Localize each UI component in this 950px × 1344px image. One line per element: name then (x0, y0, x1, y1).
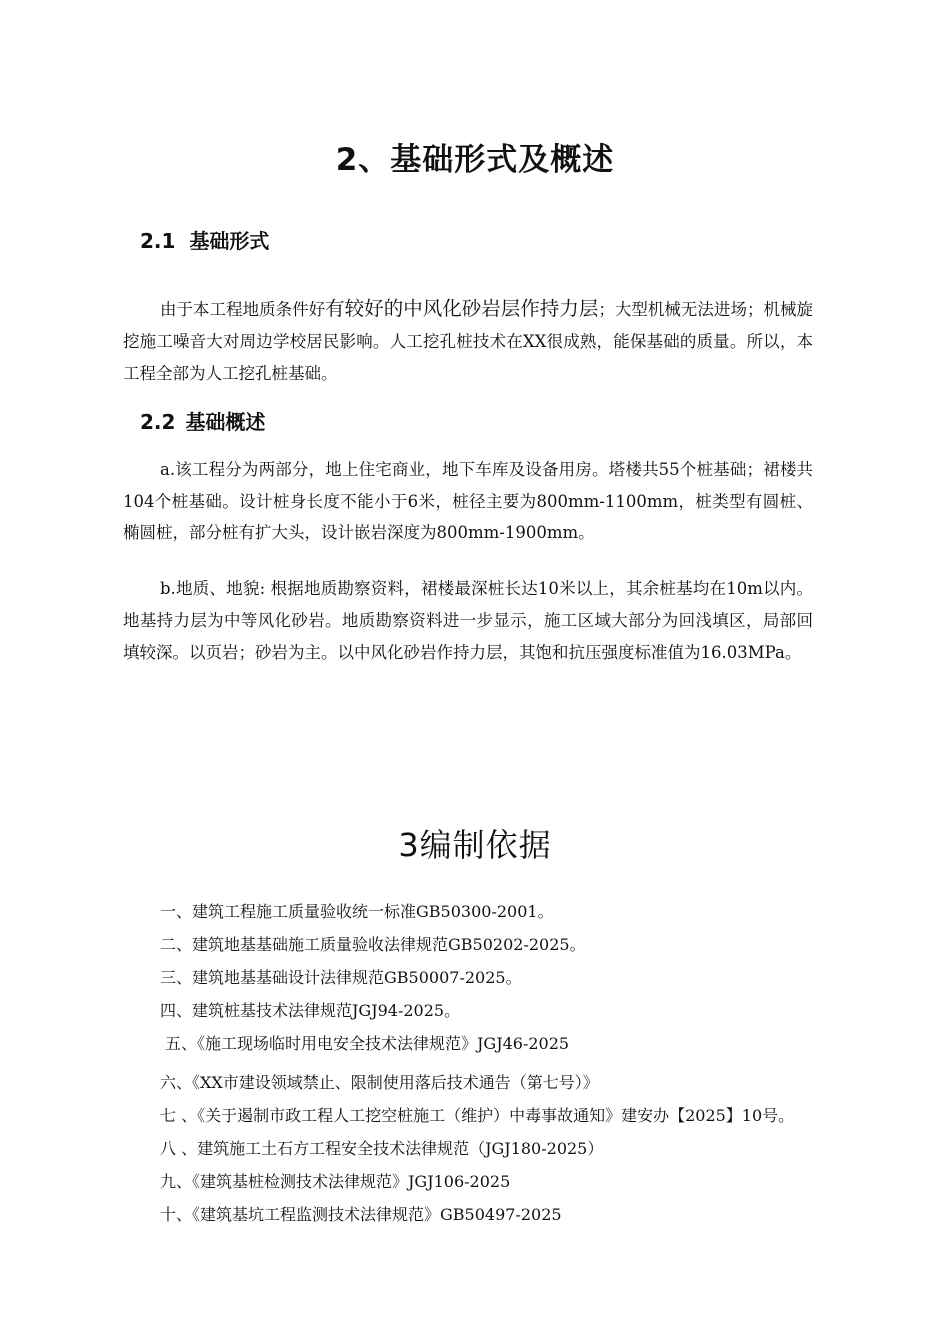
foundation-form-text-b: 有较好的中风化砂岩层作持力层 (325, 297, 599, 320)
reference-item: 九、《建筑基桩检测技术法律规范》JGJ106-2025 (160, 1172, 511, 1191)
subsection-2-2-heading (140, 406, 265, 435)
overview-text-b: b.地质、地貌: 根据地质勘察资料，裙楼最深桩长达10米以上，其余桩基均在10m以内。地基持力层为中等风化砂岩。地质勘察资料进一步显示，施工区域大部分为回浅填区，局部回填较深。以页岩；砂岩为主。以中风化砂岩作持力层，其饱和抗压强度标准值为16.03MPa。 (123, 579, 813, 662)
foundation-form-text-c: ；大型机械无法进场；机械旋挖施工噪音大对周边学校居民影响。人工挖孔桩技术在XX很成熟，能保基础的质量。所以，本工程全部为人工挖孔桩基础。 (123, 300, 814, 383)
reference-item: 八 、建筑施工土石方工程安全技术法律规范（JGJ180-2025） (160, 1139, 604, 1158)
reference-item: 五、《施工现场临时用电安全技术法律规范》JGJ46-2025 (165, 1034, 570, 1053)
reference-item: 四、建筑桩基技术法律规范JGJ94-2025。 (160, 1001, 461, 1020)
foundation-form-text-a: 由于本工程地质条件好 (160, 300, 326, 319)
reference-item: 三、建筑地基基础设计法律规范GB50007-2025。 (160, 968, 522, 987)
reference-list (160, 895, 814, 1231)
subsection-2-2-title: 基础概述 (185, 410, 266, 434)
section-2-title: 2、基础形式及概述 (335, 142, 615, 178)
reference-item: 六、《XX市建设领域禁止、限制使用落后技术通告（第七号）》 (160, 1073, 599, 1092)
reference-item: 一、建筑工程施工质量验收统一标准GB50300-2001。 (160, 902, 554, 921)
reference-item: 七 、《关于遏制市政工程人工挖空桩施工（维护）中毒事故通知》建安办【2025】10号。 (160, 1106, 795, 1125)
subsection-2-1-title: 基础形式 (189, 229, 270, 253)
overview-paragraph-b (123, 573, 813, 669)
subsection-2-1-heading (140, 225, 269, 254)
overview-text-a: a.该工程分为两部分，地上住宅商业，地下车库及设备用房。塔楼共55个桩基础；裙楼共104个桩基础。设计桩身长度不能小于6米，桩径主要为800mm-1100mm，桩类型有圆桩、椭圆桩，部分桩有扩大头，设计嵌岩深度为800mm-1900mm。 (123, 460, 813, 542)
subsection-2-1-number: 2.1 (140, 229, 176, 253)
subsection-2-2-number: 2.2 (140, 410, 176, 434)
reference-item: 十、《建筑基坑工程监测技术法律规范》GB50497-2025 (160, 1205, 562, 1224)
foundation-form-paragraph (123, 293, 813, 390)
reference-item: 二、建筑地基基础施工质量验收法律规范GB50202-2025。 (160, 935, 586, 954)
overview-paragraph-a (123, 454, 813, 549)
section-3-title: 3编制依据 (398, 826, 552, 864)
